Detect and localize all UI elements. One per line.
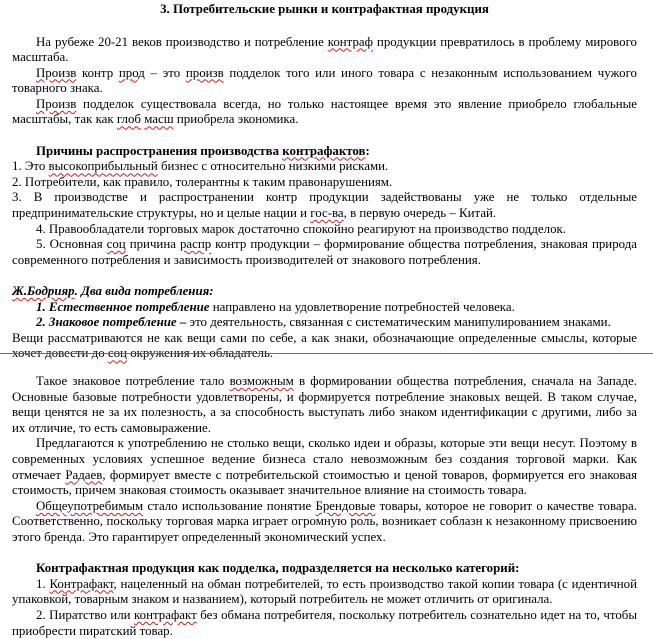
consumption-paragraph (12, 331, 637, 362)
spacer (12, 546, 637, 562)
document-page-top (12, 0, 637, 362)
spellcheck-word: Радаев (65, 467, 103, 482)
term-emphasis: 2. Знаковое потребление – (36, 315, 187, 330)
text-run: 4. Правообладатели торговых марок достаточно спокойно реагируют на производство подделок. (36, 221, 566, 236)
consumption-item (12, 315, 637, 331)
spellcheck-word: контрафактов (282, 143, 366, 158)
term-emphasis: 1. Естественное потребление (36, 299, 210, 314)
text-run: без обмана потребителя, поскольку потребитель сознательно идет на то, чтобы приобрести пиратский товар. (12, 607, 637, 638)
spellcheck-word: контраф (327, 34, 373, 49)
text-run: , в первую очередь – Китай. (343, 206, 497, 221)
text-run: На рубеже 20-21 веков производство и потребление (36, 34, 328, 49)
text-run: 2. Потребители, как правило, толерантны к таким правонарушениям. (12, 174, 393, 189)
text-run: подделок того или иного товара с незаконным использованием чужого товарного знака. (12, 65, 637, 96)
text-run: в формировании общества потребления, сначала на Западе. Основные базовые потребности удовлетворены, и формируется потребление знаковых вещей. В таком случае, вещи ценятся не за их полезность, а за способность выступать либо знаком идентификации с другими, либо за их отличие, то есть самовыражение. (12, 374, 637, 435)
category-item (12, 608, 637, 639)
text-run: , формирует вместе с потребительской стоимостью и ценой товаров, формируется его знаковая стоимость, причем знаковая стоимость оказывает значительное влияние на стоимость товара. (12, 467, 637, 498)
cause-item (12, 222, 637, 238)
text-run: – это (144, 65, 186, 80)
spellcheck-word: соц (106, 237, 126, 252)
text-run: Вещи рассматриваются не как вещи сами по себе, а как знаки, обозначающие определенные смыслы, которые хочет довести до (12, 330, 637, 361)
spacer (12, 128, 637, 144)
document-title: 3. Потребительские рынки и контрафактная продукция (160, 2, 489, 16)
text-run: 1. (36, 576, 50, 591)
intro-paragraph (12, 97, 637, 128)
body-paragraph (12, 374, 637, 436)
text-run: 1. Это (12, 159, 49, 174)
document-page-bottom (12, 374, 637, 639)
body-paragraph (12, 436, 637, 498)
text-run: . Два вида потребления: (74, 284, 214, 298)
text-run: Предлагаются к употреблению не столько вещи, сколько идеи и образы, которые эти вещи несут. Поэтому в современных условиях успешное ведение бизнеса стало невозможным без создания торговой марки. Как отмечает (12, 436, 637, 482)
text-run: бизнес с относительно низкими рисками. (157, 159, 389, 174)
causes-heading (12, 144, 637, 160)
intro-paragraph (12, 66, 637, 97)
text-run: контр (76, 65, 119, 80)
spellcheck-word: прод (118, 65, 145, 80)
spellcheck-word: гос-ва (310, 206, 344, 221)
consumption-item (12, 300, 637, 316)
text-run: приобрела экономика. (173, 112, 299, 127)
cause-item (12, 237, 637, 268)
spellcheck-word: соц (107, 346, 127, 361)
spellcheck-word: контрафакт (134, 607, 197, 622)
text-run: это деятельность, связанная с систематическим манипулированием знаками. (186, 315, 611, 330)
body-paragraph (12, 499, 637, 546)
text-run: : (365, 143, 370, 158)
spellcheck-word: глоб (116, 112, 141, 127)
text-run: Причины распространения производства (36, 143, 283, 158)
cause-item (12, 175, 637, 191)
text-run: 3. В производстве и распространении контр продукции задействованы уже не только отдельные предпринимательские структуры, но и целые нации и (12, 190, 637, 221)
spellcheck-word: Произв (36, 96, 77, 111)
text-run: окружения их обладатель. (126, 346, 274, 361)
spellcheck-word: масш (144, 112, 174, 127)
spellcheck-word: возможным (229, 374, 294, 388)
page-break-line (0, 353, 653, 354)
spellcheck-word: Общеупотребимым (36, 498, 144, 513)
text-run: 5. Основная (36, 237, 107, 252)
spellcheck-word: произв (185, 65, 224, 80)
spellcheck-word: Произв (36, 65, 77, 80)
text-run: продукции превратилось в проблему мирового масштаба. (12, 34, 637, 65)
spellcheck-word: Брендовые (315, 498, 376, 513)
text-run: стало использование понятие (143, 498, 316, 513)
cause-item (12, 159, 637, 175)
spellcheck-word: Контрафакт (49, 576, 114, 591)
categories-heading: Контрафактная продукция как подделка, подразделяется на несколько категорий: (36, 561, 520, 576)
text-run: 2. Пиратство или (36, 607, 135, 622)
spellcheck-word: распр (179, 237, 212, 252)
spacer (12, 268, 637, 284)
text-run: подделок существовала всегда, но только настоящее время это явление приобрело глобальные масштабы, так как (12, 96, 637, 127)
text-run: , нацеленный на обман потребителей, то есть производство такой копии товара (с идентичной упаковкой, товарным знаком и названием), который потребитель не может отличить от оригинала. (12, 576, 637, 607)
text-run: товары, которое не говорит о качестве товара. Соответственно, поскольку торговая марка играет огромную роль, возникает соблазн к незаконному присвоению этого бренда. Это гарантирует определенный экономический успех. (12, 498, 638, 544)
text-run: Такое знаковое потребление тало (36, 374, 230, 388)
spellcheck-word: высокоприбыльный (48, 159, 158, 174)
text-run: причина (125, 237, 180, 252)
intro-paragraph (12, 35, 637, 66)
text-run: направлено на удовлетворение потребностей человека. (209, 299, 515, 314)
text-run: контр продукции – формирование общества потребления, знаковая природа современного потребления и зависимость производителей от знакового потребления. (12, 237, 637, 267)
category-item (12, 577, 637, 608)
cause-item (12, 190, 637, 221)
baudrillard-heading (12, 284, 637, 300)
spellcheck-word: Ж.Бодрияр (12, 284, 75, 298)
